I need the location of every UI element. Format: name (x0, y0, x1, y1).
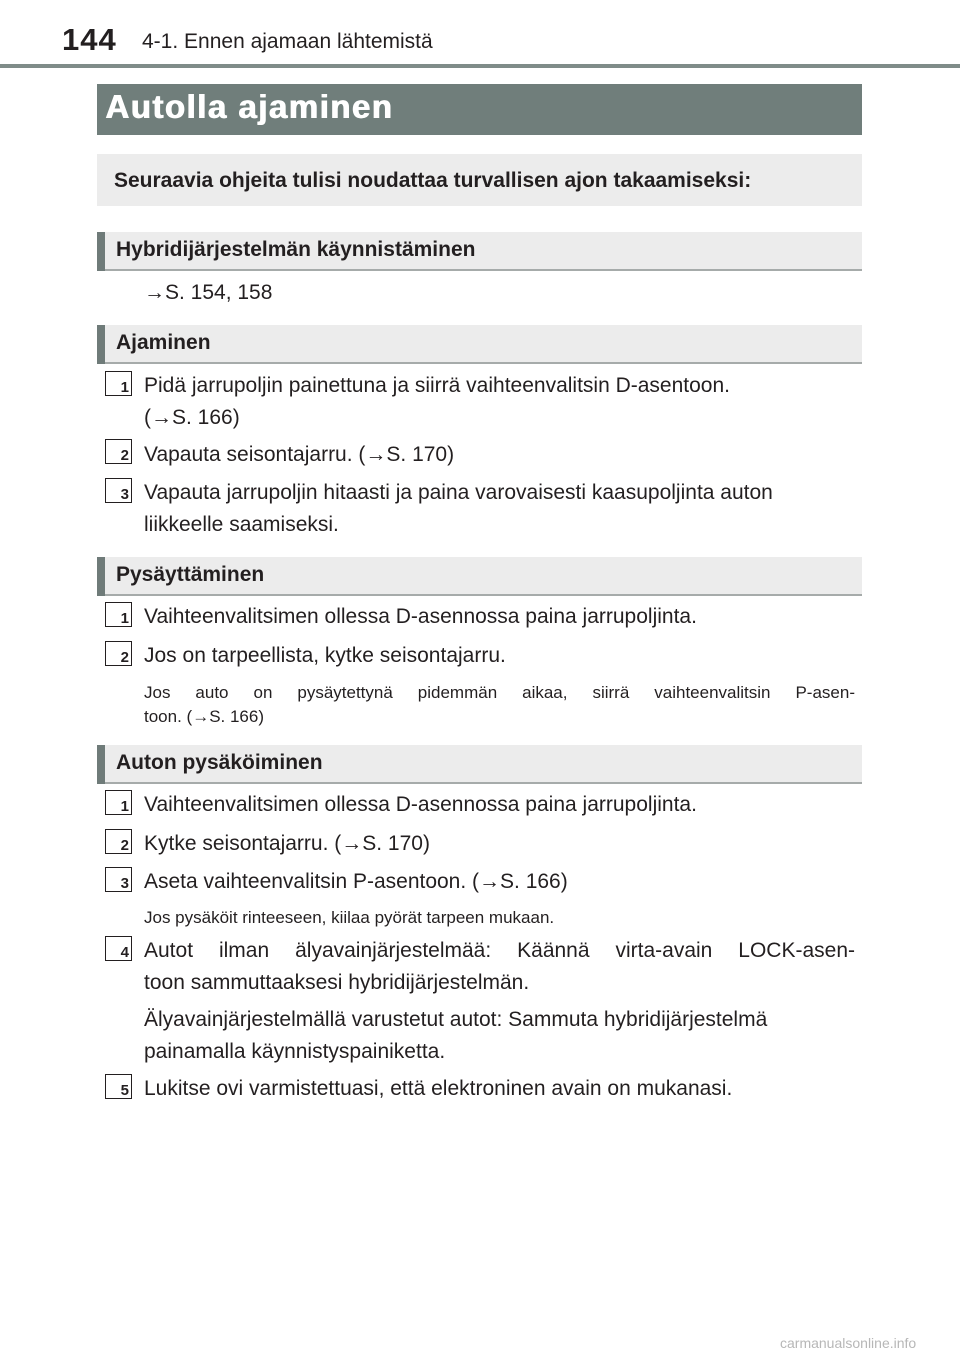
section-path: 4-1. Ennen ajamaan lähtemistä (142, 30, 433, 53)
step-text: toon sammuttaaksesi hybridijärjestelmän. (144, 971, 530, 994)
note-text: toon. (→S. 166) (144, 707, 265, 726)
step-text: Vaihteenvalitsimen ollessa D-asennossa paina jarrupoljinta. (144, 793, 697, 816)
intro-text: Seuraavia ohjeita tulisi noudattaa turvallisen ajon takaamiseksi: (114, 169, 752, 192)
intro-box (97, 154, 862, 206)
start-reference: →S. 154, 158 (144, 281, 273, 304)
section-heading-label: Ajaminen (116, 331, 211, 354)
step-number-box: 2 (105, 641, 132, 666)
section-heading-label: Hybridijärjestelmän käynnistäminen (116, 238, 476, 261)
step-text: Pidä jarrupoljin painettuna ja siirrä vaihteenvalitsin D-asentoon. (144, 374, 731, 397)
step-number-box: 3 (105, 478, 132, 503)
step-number-box: 1 (105, 790, 132, 815)
step-text: Lukitse ovi varmistettuasi, että elektroninen avain on mukanasi. (144, 1077, 733, 1100)
step-number-box: 2 (105, 829, 132, 854)
step-text: Vaihteenvalitsimen ollessa D-asennossa paina jarrupoljinta. (144, 605, 697, 628)
step-text: Älyavainjärjestelmällä varustetut autot: Sammuta hybridijärjestelmä (144, 1008, 768, 1031)
step-text: liikkeelle saamiseksi. (144, 513, 339, 536)
step-text: painamalla käynnistyspainiketta. (144, 1040, 446, 1063)
section-heading-label: Auton pysäköiminen (116, 751, 323, 774)
step-text: Aseta vaihteenvalitsin P-asentoon. (→S. 166) (144, 870, 568, 893)
header-rule (0, 64, 960, 68)
step-text: Kytke seisontajarru. (→S. 170) (144, 832, 430, 855)
step-number-box: 5 (105, 1074, 132, 1099)
step-text: Autot ilman älyavainjärjestelmää: Käännä virta-avain LOCK-asen- (144, 939, 855, 962)
section-heading-parking (97, 745, 862, 784)
step-number-box: 4 (105, 936, 132, 961)
watermark: carmanualsonline.info (780, 1335, 917, 1351)
title-bar (97, 84, 862, 135)
section-heading-label: Pysäyttäminen (116, 563, 265, 586)
step-text: Vapauta jarrupoljin hitaasti ja paina varovaisesti kaasupoljinta auton (144, 481, 773, 504)
page-header (0, 0, 960, 70)
step-text: (→S. 166) (144, 406, 240, 429)
section-heading-stopping (97, 557, 862, 596)
step-number-box: 1 (105, 602, 132, 627)
step-text: Jos on tarpeellista, kytke seisontajarru. (144, 644, 506, 667)
step-number-box: 3 (105, 867, 132, 892)
section-heading-driving (97, 325, 862, 364)
note-text: Jos pysäköit rinteeseen, kiilaa pyörät tarpeen mukaan. (144, 908, 555, 927)
page-number: 144 (62, 22, 117, 57)
step-text: Vapauta seisontajarru. (→S. 170) (144, 443, 455, 466)
step-number-box: 2 (105, 439, 132, 464)
page-title: Autolla ajaminen (105, 88, 394, 125)
step-number-box: 1 (105, 371, 132, 396)
section-heading-start (97, 232, 862, 271)
note-text: Jos auto on pysäytettynä pidemmän aikaa, siirrä vaihteenvalitsin P-asen- (144, 683, 855, 702)
